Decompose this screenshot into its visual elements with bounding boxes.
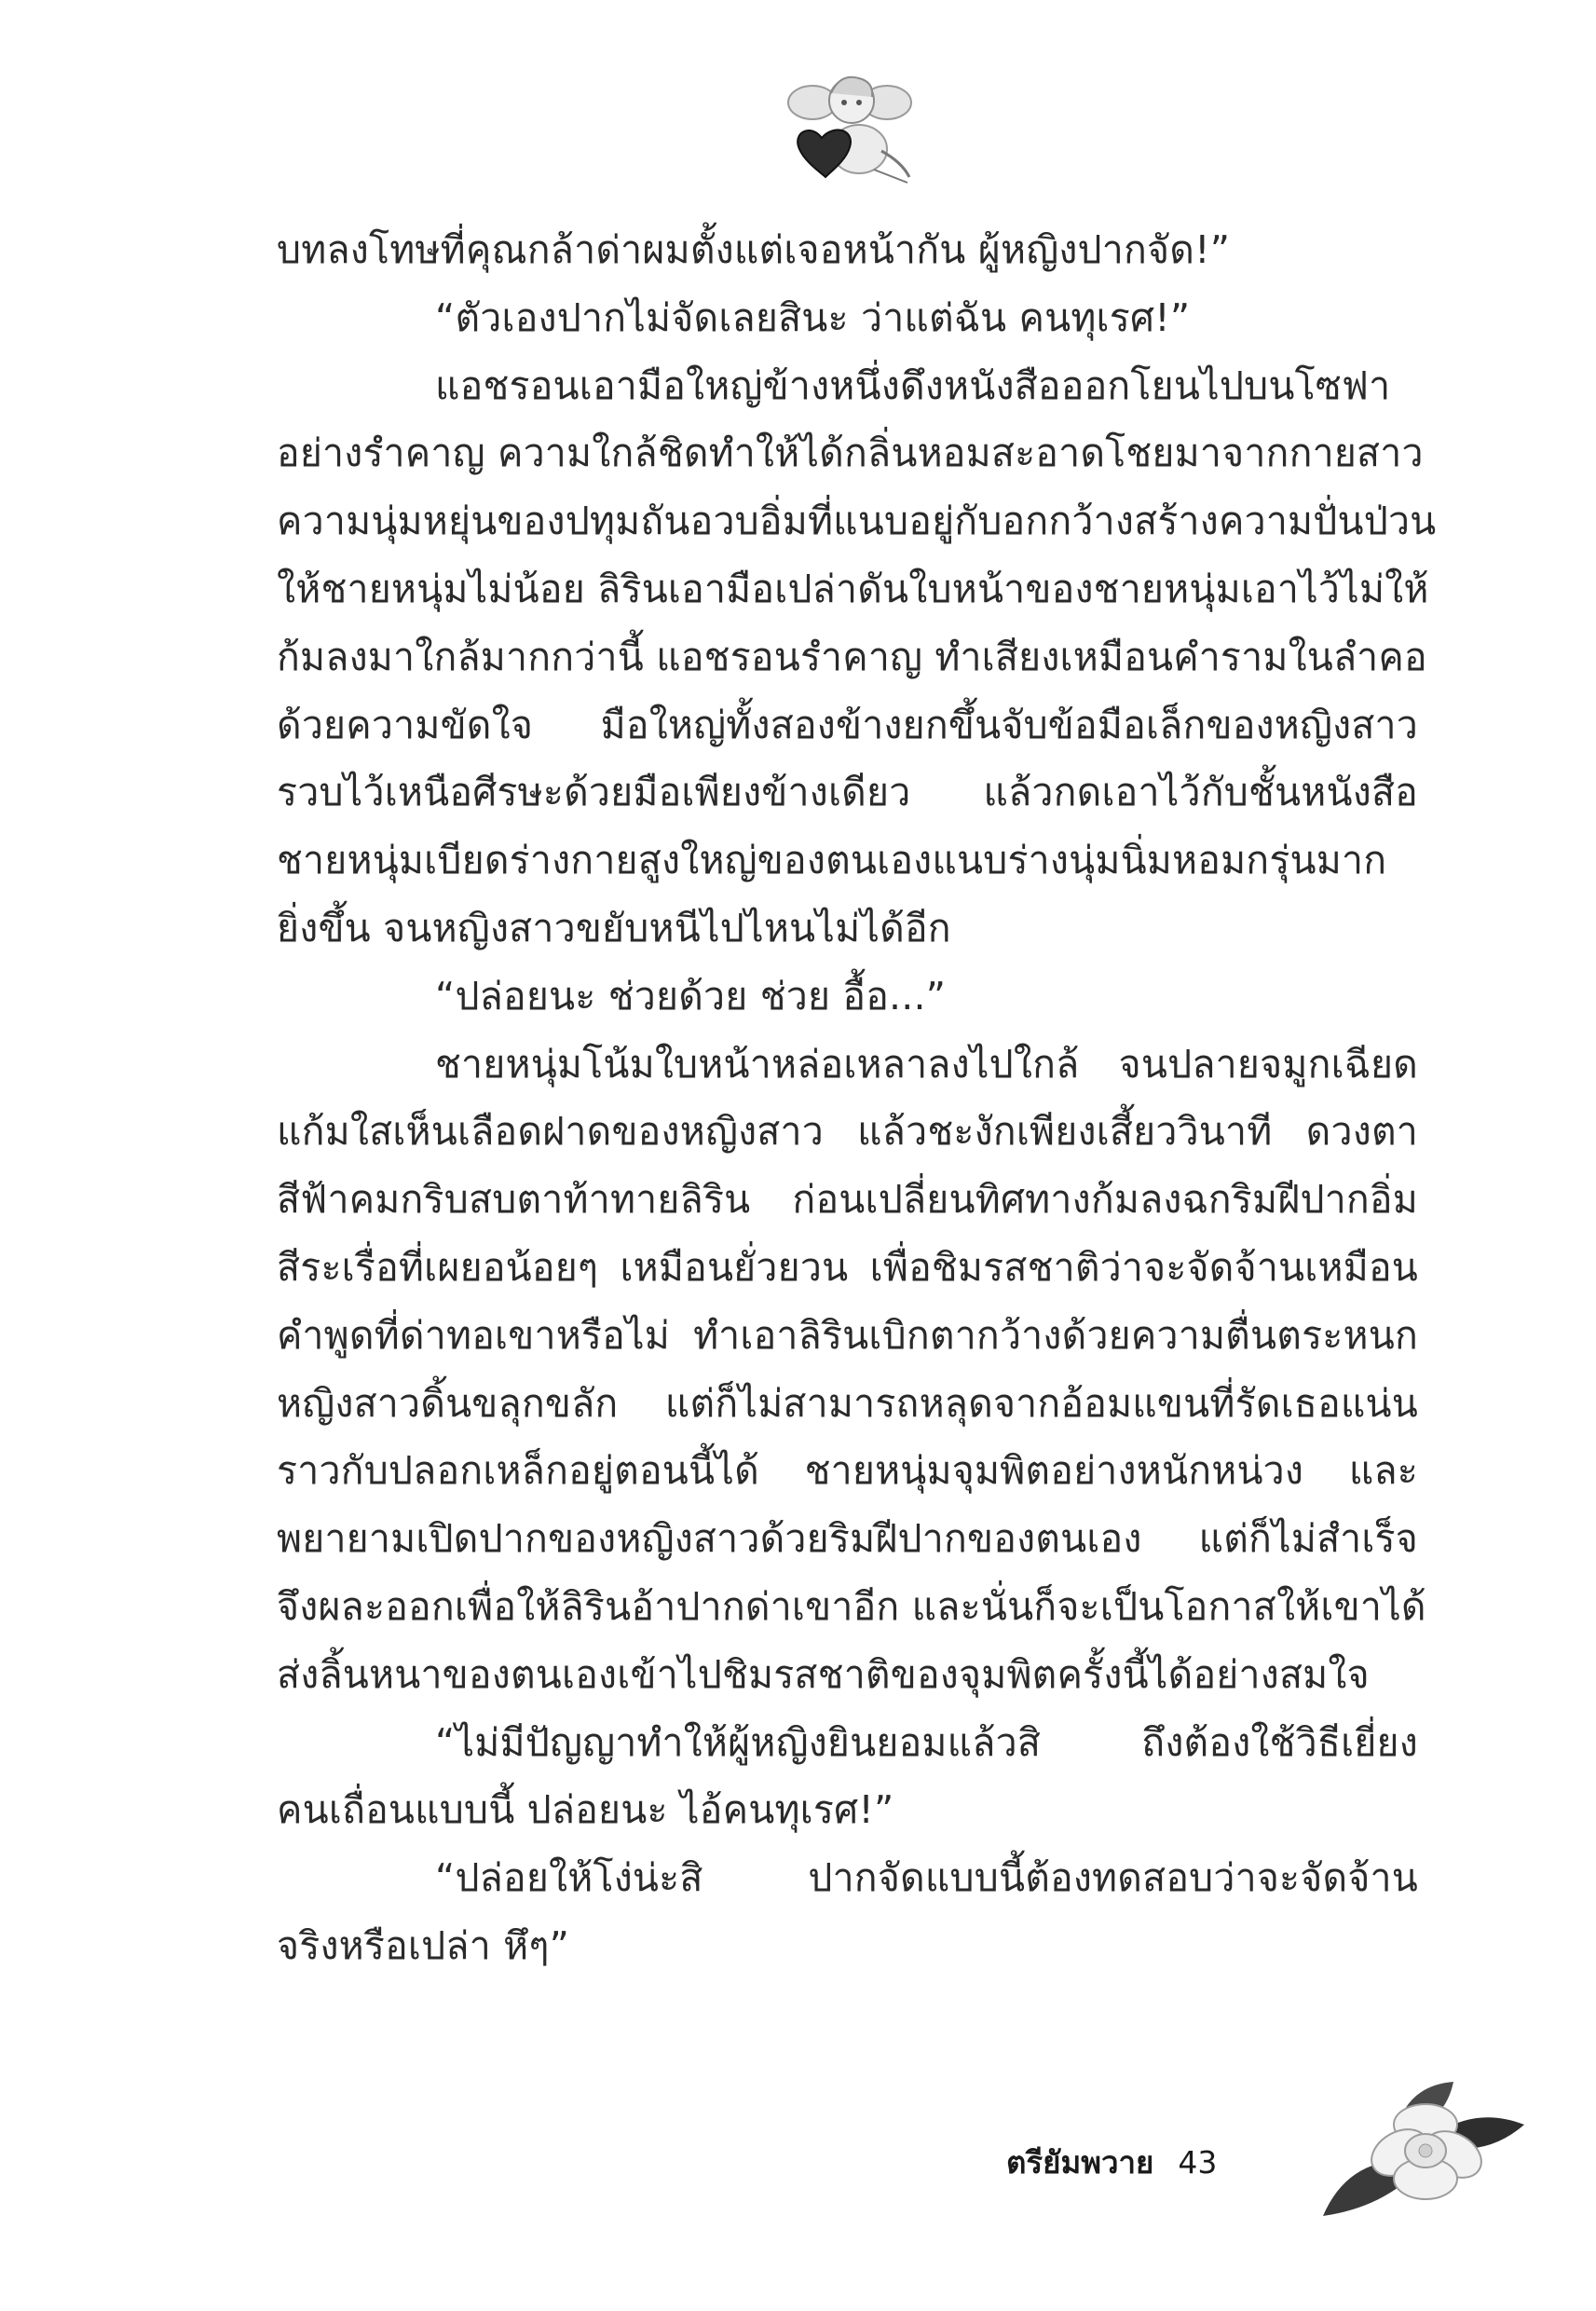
text-line: ชายหนุ่มโน้มใบหน้าหล่อเหลาลงไปใกล้ จนปลายจมูกเฉียด [435, 1041, 1418, 1087]
body-text [277, 216, 1437, 1980]
text-line: แก้มใสเห็นเลือดฝาดของหญิงสาว แล้วชะงักเพียงเสี้ยววินาที ดวงตา [277, 1109, 1418, 1155]
cupid-heart-icon [784, 65, 915, 186]
book-title: ตรียัมพวาย [1006, 2143, 1154, 2181]
text-line: พยายามเปิดปากของหญิงสาวด้วยริมฝีปากของตนเอง แต่ก็ไม่สำเร็จ [277, 1516, 1418, 1562]
text-line: ชายหนุ่มเบียดร่างกายสูงใหญ่ของตนเองแนบร่างนุ่มนิ่มหอมกรุ่นมาก [277, 838, 1387, 883]
gardenia-flower-icon [1314, 2076, 1528, 2235]
text-line: แอชรอนเอามือใหญ่ข้างหนึ่งดึงหนังสือออกโยนไปบนโซฟา [435, 362, 1391, 408]
text-line: ราวกับปลอกเหล็กอยู่ตอนนี้ได้ ชายหนุ่มจุมพิตอย่างหนักหน่วง และ [277, 1448, 1418, 1494]
text-line: “ตัวเองปากไม่จัดเลยสินะ ว่าแต่ฉัน คนทุเรศ!” [435, 294, 1191, 340]
text-line: ส่งลิ้นหนาของตนเองเข้าไปชิมรสชาติของจุมพิตครั้งนี้ได้อย่างสมใจ [277, 1651, 1370, 1697]
text-line: จึงผละออกเพื่อให้ลิรินอ้าปากด่าเขาอีก และนั่นก็จะเป็นโอกาสให้เขาได้ [277, 1583, 1426, 1629]
text-line: “ปล่อยนะ ช่วยด้วย ช่วย อื้อ...” [435, 973, 947, 1019]
text-line: ยิ่งขึ้น จนหญิงสาวขยับหนีไปไหนไม่ได้อีก [277, 905, 951, 950]
text-line: บทลงโทษที่คุณกล้าด่าผมตั้งแต่เจอหน้ากัน ผู้หญิงปากจัด!” [277, 227, 1231, 272]
text-line: “ปล่อยให้โง่น่ะสิ ปากจัดแบบนี้ต้องทดสอบว่าจะจัดจ้าน [435, 1855, 1418, 1901]
text-line: ความนุ่มหยุ่นของปทุมถันอวบอิ่มที่แนบอยู่กับอกกว้างสร้างความปั่นป่วน [277, 499, 1437, 544]
page-number: 43 [1178, 2143, 1218, 2181]
text-line: คำพูดที่ด่าทอเขาหรือไม่ ทำเอาลิรินเบิกตากว้างด้วยความตื่นตระหนก [277, 1312, 1418, 1358]
text-line: “ไม่มีปัญญาทำให้ผู้หญิงยินยอมแล้วสิ ถึงต้องใช้วิธีเยี่ยง [435, 1719, 1418, 1765]
text-line: คนเถื่อนแบบนี้ ปล่อยนะ ไอ้คนทุเรศ!” [277, 1787, 894, 1833]
text-line: สีระเรื่อที่เผยอน้อยๆ เหมือนยั่วยวน เพื่อชิมรสชาติว่าจะจัดจ้านเหมือน [277, 1244, 1418, 1290]
text-line: อย่างรำคาญ ความใกล้ชิดทำให้ได้กลิ่นหอมสะอาดโชยมาจากกายสาว [277, 431, 1424, 476]
page-footer [1006, 2134, 1217, 2190]
text-line: หญิงสาวดิ้นขลุกขลัก แต่ก็ไม่สามารถหลุดจากอ้อมแขนที่รัดเธอแน่น [277, 1380, 1418, 1426]
text-line: จริงหรือเปล่า หึๆ” [277, 1922, 570, 1968]
text-line: ให้ชายหนุ่มไม่น้อย ลิรินเอามือเปล่าดันใบหน้าของชายหนุ่มเอาไว้ไม่ให้ [277, 566, 1429, 611]
text-line: ก้มลงมาใกล้มากกว่านี้ แอชรอนรำคาญ ทำเสียงเหมือนคำรามในลำคอ [277, 634, 1427, 679]
text-line: ด้วยความขัดใจ มือใหญ่ทั้งสองข้างยกขึ้นจับข้อมือเล็กของหญิงสาว [277, 702, 1418, 747]
text-line: รวบไว้เหนือศีรษะด้วยมือเพียงข้างเดียว แล้วกดเอาไว้กับชั้นหนังสือ [277, 770, 1418, 815]
text-line: สีฟ้าคมกริบสบตาท้าทายลิริน ก่อนเปลี่ยนทิศทางก้มลงฉกริมฝีปากอิ่ม [277, 1177, 1418, 1223]
